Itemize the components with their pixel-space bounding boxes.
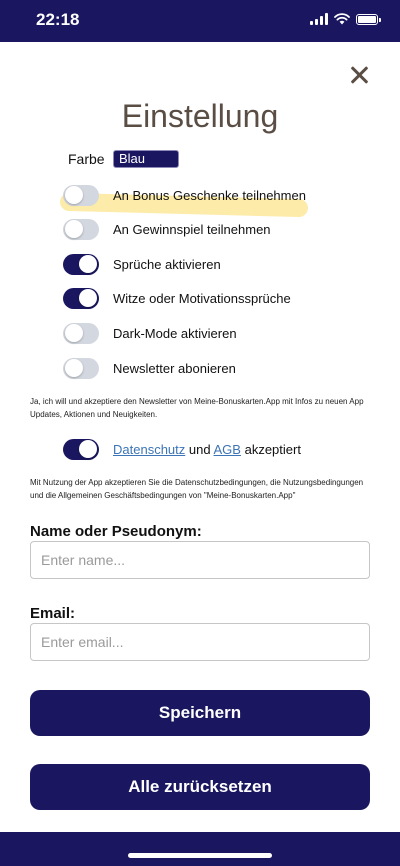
privacy-link[interactable]: Datenschutz xyxy=(113,441,186,457)
status-icons xyxy=(310,13,378,25)
signal-icon xyxy=(310,13,328,25)
wifi-icon xyxy=(334,13,350,25)
home-indicator[interactable] xyxy=(128,853,272,858)
toggle-row-sprueche xyxy=(63,253,221,275)
toggle-knob xyxy=(79,255,97,273)
toggle-knob xyxy=(79,289,97,307)
sprueche-toggle[interactable] xyxy=(63,254,99,275)
toggle-row-darkmode xyxy=(63,322,237,344)
terms-link[interactable]: AGB xyxy=(213,441,241,457)
newsletter-toggle[interactable] xyxy=(63,358,99,379)
reset-button[interactable]: Alle zurücksetzen xyxy=(30,764,370,810)
email-input[interactable] xyxy=(30,623,370,661)
toggle-label: An Gewinnspiel teilnehmen xyxy=(113,221,271,237)
toggle-label: Sprüche aktivieren xyxy=(113,256,221,272)
toggle-row-bonus xyxy=(63,184,306,206)
toggle-row-gewinnspiel xyxy=(63,218,271,240)
close-icon[interactable] xyxy=(346,62,372,88)
name-label: Name oder Pseudonym: xyxy=(30,523,202,540)
toggle-label: Witze oder Motivationssprüche xyxy=(113,290,291,306)
toggle-knob xyxy=(65,324,83,342)
bonus-toggle[interactable] xyxy=(63,185,99,206)
battery-icon xyxy=(356,14,378,25)
consent-label xyxy=(113,442,301,457)
toggle-knob xyxy=(65,359,83,377)
status-bar xyxy=(0,0,400,42)
bottom-bar xyxy=(0,832,400,866)
toggle-knob xyxy=(65,220,83,238)
consent-suffix: akzeptiert xyxy=(244,441,301,457)
color-label: Farbe xyxy=(68,151,105,167)
toggle-label: Dark-Mode aktivieren xyxy=(113,325,237,341)
email-label: Email: xyxy=(30,605,76,622)
toggle-knob xyxy=(65,186,83,204)
gewinnspiel-toggle[interactable] xyxy=(63,219,99,240)
terms-note: Mit Nutzung der App akzeptieren Sie die Datenschutzbedingungen, die Nutzungsbedingungen und die Allgemeinen Geschäftsbedingungen von "Meine-Bonuskarten.App" xyxy=(30,478,364,500)
witze-toggle[interactable] xyxy=(63,288,99,309)
toggle-label: An Bonus Geschenke teilnehmen xyxy=(113,187,306,203)
page-title: Einstellung xyxy=(121,98,279,134)
toggle-label: Newsletter abonieren xyxy=(113,360,236,376)
toggle-knob xyxy=(79,440,97,458)
consent-and: und xyxy=(188,441,211,457)
consent-toggle[interactable] xyxy=(63,439,99,460)
color-select[interactable]: Blau xyxy=(113,150,179,168)
toggle-row-witze xyxy=(63,287,291,309)
newsletter-note: Ja, ich will und akzeptiere den Newsletter von Meine-Bonuskarten.App mit Infos zu neuen App Updates, Aktionen und Neuigkeiten. xyxy=(30,397,364,419)
consent-row xyxy=(63,438,301,460)
toggle-row-newsletter xyxy=(63,357,236,379)
status-time: 22:18 xyxy=(36,10,80,29)
save-button[interactable]: Speichern xyxy=(30,690,370,736)
darkmode-toggle[interactable] xyxy=(63,323,99,344)
name-input[interactable] xyxy=(30,541,370,579)
